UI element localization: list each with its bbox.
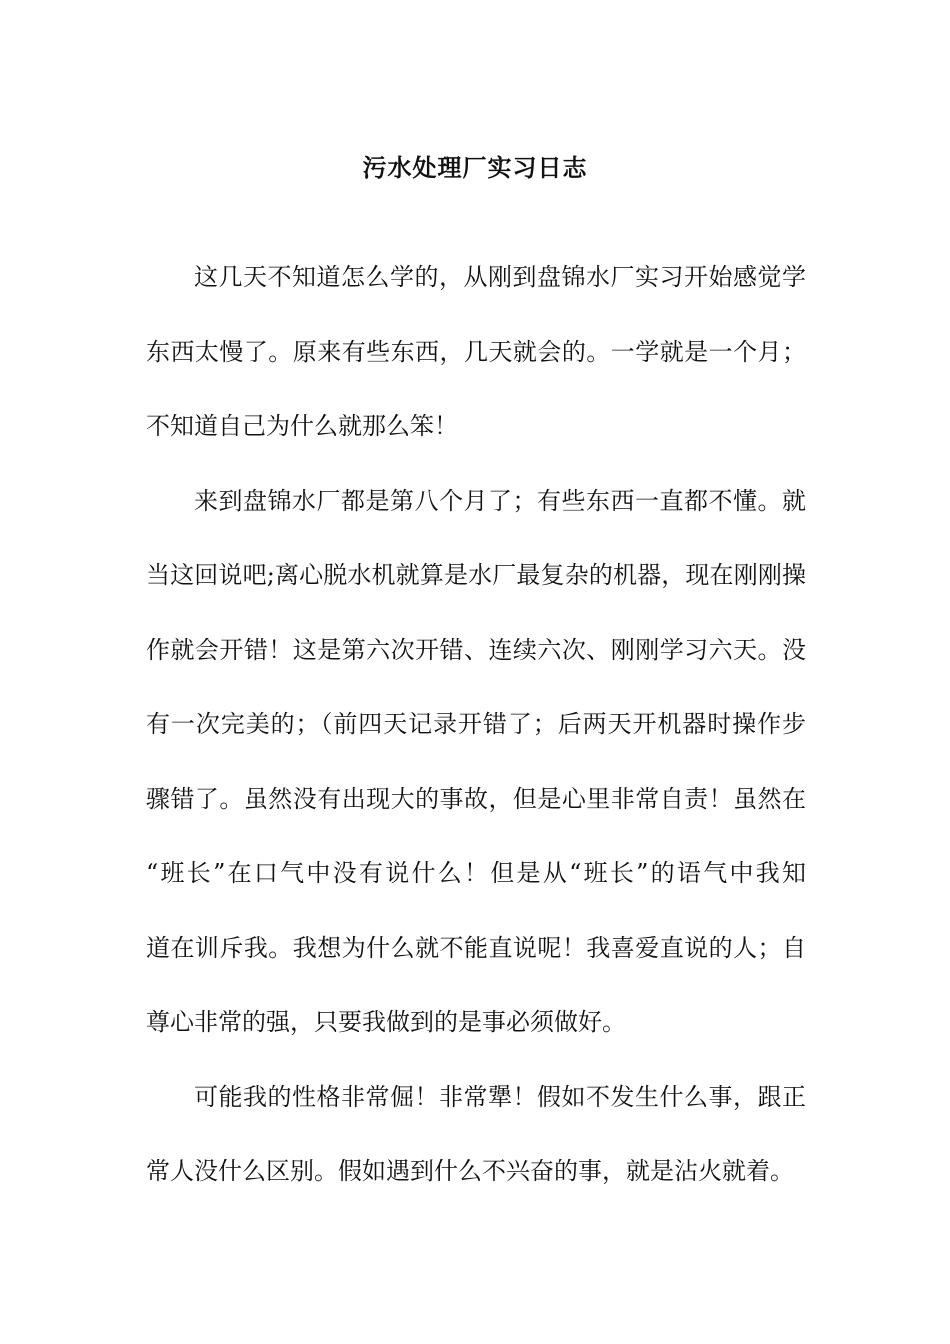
paragraph-line: 尊心非常的强，只要我做到的是事必须做好。	[146, 1008, 626, 1036]
paragraph-line: 东西太慢了。原来有些东西，几天就会的。一学就是一个月；	[146, 338, 806, 366]
paragraph-line: 作就会开错！这是第六次开错、连续六次、刚刚学习六天。没	[146, 636, 806, 664]
paragraph-line: “班长”在口气中没有说什么！但是从“班长”的语气中我知	[146, 859, 806, 887]
paragraph-line: 这几天不知道怎么学的，从刚到盘锦水厂实习开始感觉学	[194, 263, 806, 291]
paragraph-line: 当这回说吧;离心脱水机就算是水厂最复杂的机器，现在刚刚操	[146, 561, 806, 589]
paragraph-line: 来到盘锦水厂都是第八个月了；有些东西一直都不懂。就	[194, 487, 806, 515]
paragraph-line: 不知道自己为什么就那么笨！	[146, 412, 458, 440]
paragraph-line: 常人没什么区别。假如遇到什么不兴奋的事，就是沾火就着。	[146, 1157, 794, 1185]
document-title: 污水处理厂实习日志	[362, 153, 588, 183]
paragraph-line: 骤错了。虽然没有出现大的事故，但是心里非常自责！虽然在	[146, 785, 806, 813]
paragraph-line: 有一次完美的；（前四天记录开错了；后两天开机器时操作步	[146, 710, 806, 738]
paragraph-line: 可能我的性格非常倔！非常犟！假如不发生什么事，跟正	[194, 1083, 806, 1111]
paragraph-line: 道在训斥我。我想为什么就不能直说呢！我喜爱直说的人；自	[146, 934, 806, 962]
